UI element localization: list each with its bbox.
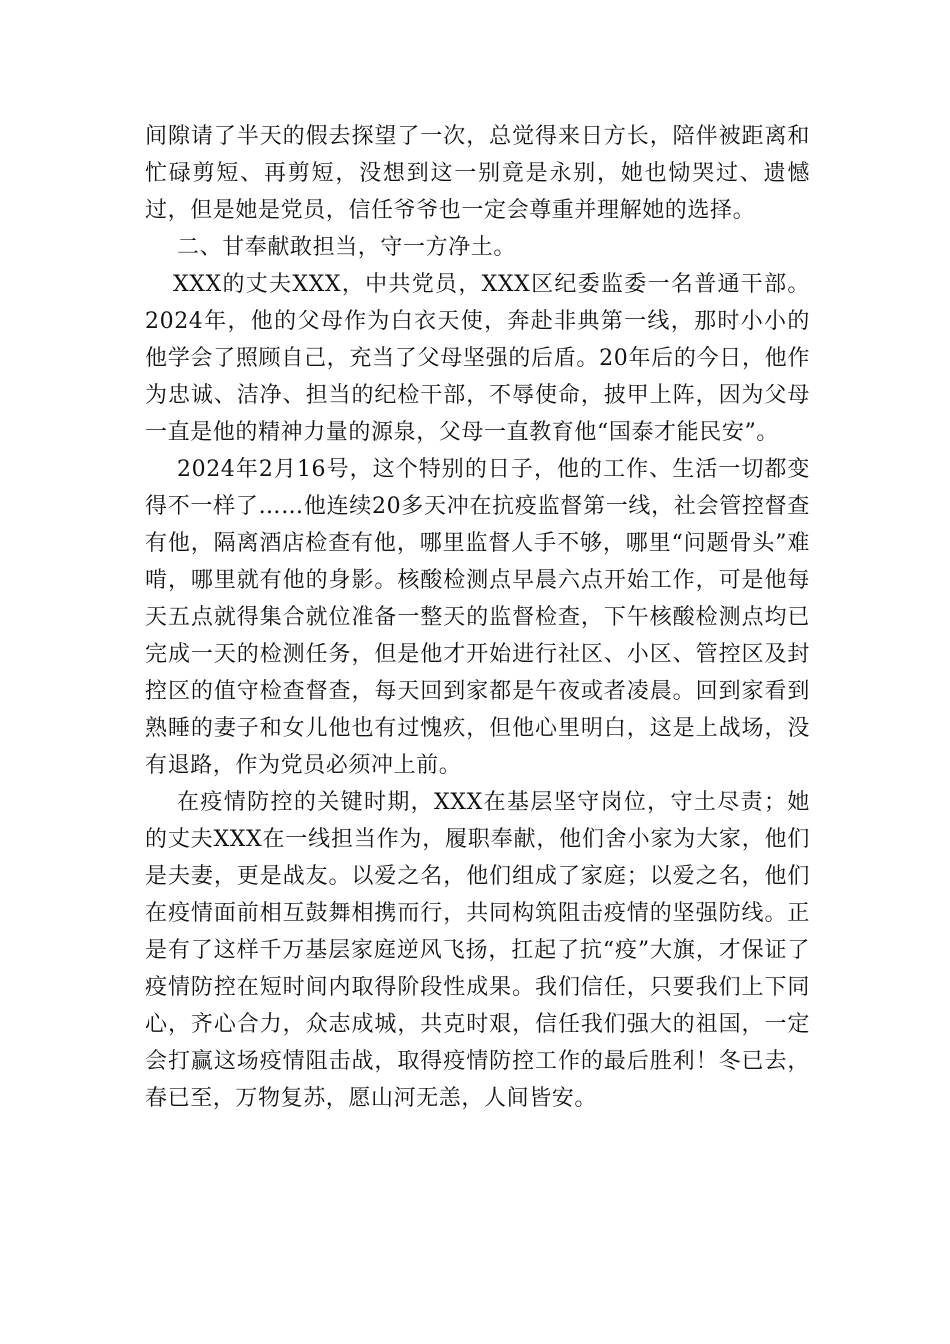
section-heading: 二、甘奉献敢担当，守一方净土。 <box>177 235 517 260</box>
paragraph: XXX的丈夫XXX，中共党员，XXX区纪委监委一名普通干部。2024年，他的父母作为白衣天使，奔赴非典第一线，那时小小的他学会了照顾自己，充当了父母坚强的后盾。20年后的今日，他作为忠诚、洁净、担当的纪检干部，不辱使命，披甲上阵，因为父母一直是他的精神力量的源泉，父母一直教育他“国泰才能民安”。 <box>145 272 810 445</box>
paragraph-continuation: 间隙请了半天的假去探望了一次，总觉得来日方长，陪伴被距离和忙碌剪短、再剪短，没想到这一别竟是永别，她也恸哭过、遗憾过，但是她是党员，信任爷爷也一定会尊重并理解她的选择。 <box>145 124 810 223</box>
paragraph: 在疫情防控的关键时期，XXX在基层坚守岗位，守土尽责；她的丈夫XXX在一线担当作为，履职奉献，他们舍小家为大家，他们是夫妻，更是战友。以爱之名，他们组成了家庭；以爱之名，他们在疫情面前相互鼓舞相携而行，共同构筑阻击疫情的坚强防线。正是有了这样千万基层家庭逆风飞扬，扛起了抗“疫”大旗，才保证了疫情防控在短时间内取得阶段性成果。我们信任，只要我们上下同心，齐心合力，众志成城，共克时艰，信任我们强大的祖国，一定会打赢这场疫情阻击战，取得疫情防控工作的最后胜利！冬已去，春已至，万物复苏，愿山河无恙，人间皆安。 <box>145 790 810 1111</box>
paragraph: 2024年2月16号，这个特别的日子，他的工作、生活一切都变得不一样了……他连续20多天冲在抗疫监督第一线，社会管控督查有他，隔离酒店检查有他，哪里监督人手不够，哪里“问题骨头”难啃，哪里就有他的身影。核酸检测点早晨六点开始工作，可是他每天五点就得集合就位准备一整天的监督检查，下午核酸检测点均已完成一天的检测任务，但是他才开始进行社区、小区、管控区及封控区的值守检查督查，每天回到家都是午夜或者凌晨。回到家看到熟睡的妻子和女儿他也有过愧疚，但他心里明白，这是上战场，没有退路，作为党员必须冲上前。 <box>145 457 810 778</box>
document-body <box>145 118 810 1117</box>
